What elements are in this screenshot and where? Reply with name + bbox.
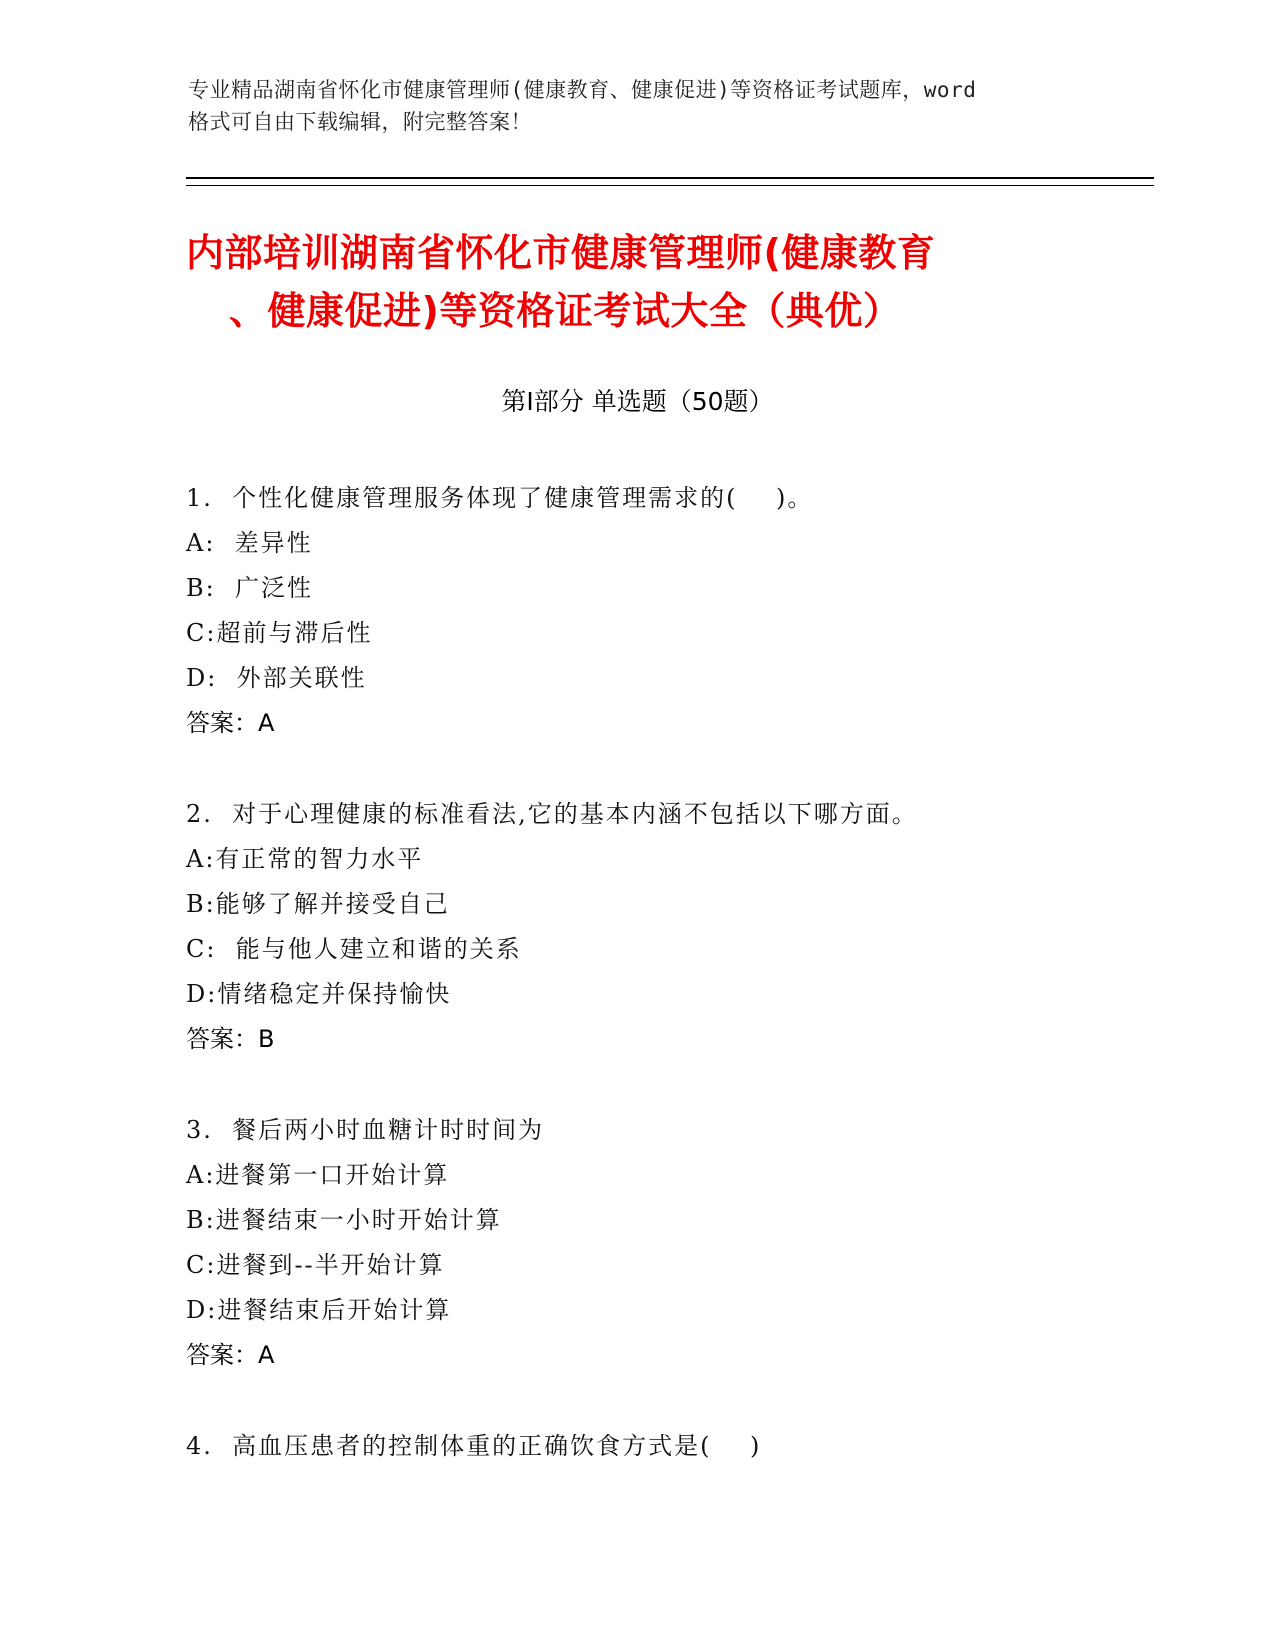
question-item xyxy=(186,476,1136,746)
answer-label: 答案：A xyxy=(186,709,275,737)
question-list xyxy=(186,476,1136,1469)
answer-label: 答案：A xyxy=(186,1341,275,1369)
option-a: A:进餐第一口开始计算 xyxy=(186,1161,450,1189)
question-text: 4. 高血压患者的控制体重的正确饮食方式是( ) xyxy=(186,1432,762,1460)
document-title-line2: 、健康促进)等资格证考试大全（典优） xyxy=(229,289,902,333)
option-b: B:进餐结束一小时开始计算 xyxy=(186,1206,502,1234)
option-b: B: 广泛性 xyxy=(186,574,313,602)
question-item xyxy=(186,792,1136,1062)
question-item xyxy=(186,1424,1136,1469)
section-title: 第Ⅰ部分 单选题（50题） xyxy=(501,387,774,416)
header-divider-thin xyxy=(186,185,1154,186)
document-title-line1: 内部培训湖南省怀化市健康管理师(健康教育 xyxy=(186,231,936,275)
question-text: 1. 个性化健康管理服务体现了健康管理需求的( )。 xyxy=(186,484,814,512)
question-item xyxy=(186,1108,1136,1378)
question-text: 2. 对于心理健康的标准看法,它的基本内涵不包括以下哪方面。 xyxy=(186,800,918,828)
header-note xyxy=(188,74,1088,138)
option-c: C:超前与滞后性 xyxy=(186,619,373,647)
option-a: A:有正常的智力水平 xyxy=(186,845,424,873)
header-note-line2: 格式可自由下载编辑，附完整答案！ xyxy=(188,110,532,134)
question-text: 3. 餐后两小时血糖计时时间为 xyxy=(186,1116,545,1144)
option-d: D:情绪稳定并保持愉快 xyxy=(186,980,452,1008)
option-c: C: 能与他人建立和谐的关系 xyxy=(186,935,522,963)
option-d: D:进餐结束后开始计算 xyxy=(186,1296,452,1324)
header-note-line1: 专业精品湖南省怀化市健康管理师(健康教育、健康促进)等资格证考试题库，word xyxy=(188,78,977,102)
answer-label: 答案：B xyxy=(186,1025,275,1053)
header-divider-thick xyxy=(186,177,1154,179)
document-title xyxy=(186,224,1086,340)
option-a: A: 差异性 xyxy=(186,529,313,557)
option-b: B:能够了解并接受自己 xyxy=(186,890,450,918)
option-d: D: 外部关联性 xyxy=(186,664,367,692)
option-c: C:进餐到--半开始计算 xyxy=(186,1251,445,1279)
